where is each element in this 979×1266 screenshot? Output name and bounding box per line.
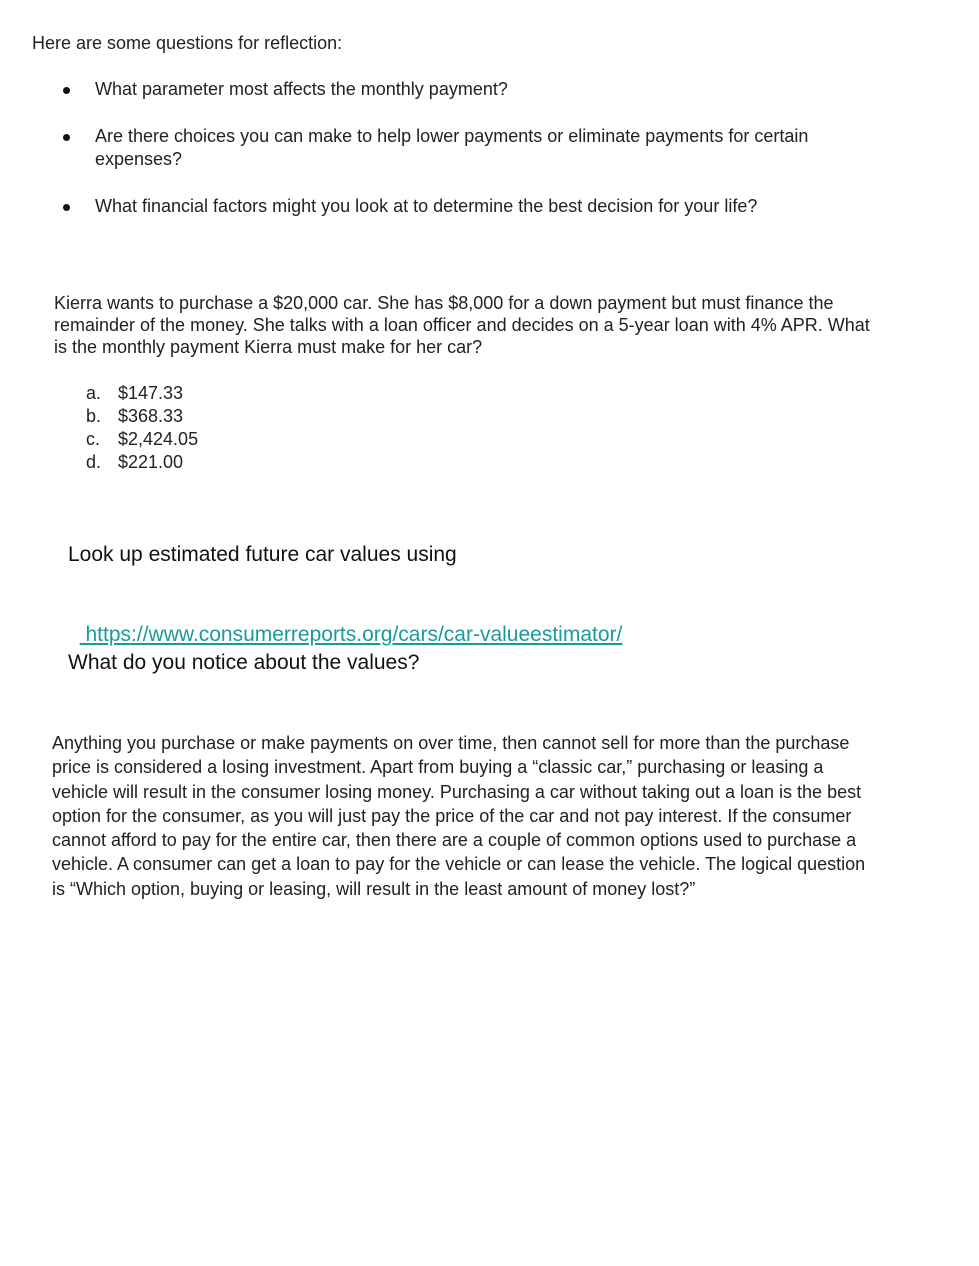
question-text: What parameter most affects the monthly payment? [95, 79, 508, 99]
choice-value: $147.33 [118, 383, 184, 403]
list-item [0, 125, 815, 171]
choice-letter: d. [86, 452, 102, 472]
losing-investment-paragraph: Anything you purchase or make payments on over time, then cannot sell for more than the purchase price is considered a losing investment. Apart from buying a “classic car,” purchasing or leasing a vehicle will result in the consumer losing money. Purchasing a car without taking out a loan is the best option for the consumer, as you will just pay the price of the car and not pay interest. If the consumer cannot afford to pay for the entire car, then there are a couple of common options used to purchase a vehicle. A consumer can get a loan to pay for the vehicle or can lease the vehicle. The logical question is “Which option, buying or leasing, will result in the least amount of money lost?” [52, 733, 866, 899]
answer-choice [86, 428, 198, 451]
lookup-link-line [68, 596, 622, 648]
question-text: Are there choices you can make to help lower payments or eliminate payments for certain expenses? [95, 126, 809, 169]
answer-choice [86, 451, 198, 474]
choice-value: $2,424.05 [118, 429, 199, 449]
list-item [0, 195, 815, 218]
choice-letter: a. [86, 383, 102, 403]
question-text: What financial factors might you look at to determine the best decision for your life? [95, 196, 758, 216]
choice-value: $368.33 [118, 406, 184, 426]
bullet-icon [63, 204, 70, 211]
answer-choice [86, 382, 198, 405]
reflection-question-list [0, 78, 979, 242]
car-value-estimator-link[interactable]: https://www.consumerreports.org/cars/car-valueestimator/ [79, 623, 623, 646]
choice-letter: c. [86, 429, 101, 449]
answer-choice [86, 405, 198, 428]
list-item [0, 78, 815, 101]
choice-letter: b. [86, 406, 102, 426]
choice-value: $221.00 [118, 452, 184, 472]
lookup-intro: Look up estimated future car values using [68, 543, 457, 566]
bullet-icon [63, 134, 70, 141]
loan-problem: Kierra wants to purchase a $20,000 car. She has $8,000 for a down payment but must finance the remainder of the money. She talks with a loan officer and decides on a 5-year loan with 4% APR. What is the monthly payment Kierra must make for her car? [54, 293, 870, 357]
lookup-question: What do you notice about the values? [68, 651, 420, 674]
bullet-icon [63, 87, 70, 94]
answer-choices [86, 382, 198, 474]
reflection-intro: Here are some questions for reflection: [32, 33, 343, 53]
